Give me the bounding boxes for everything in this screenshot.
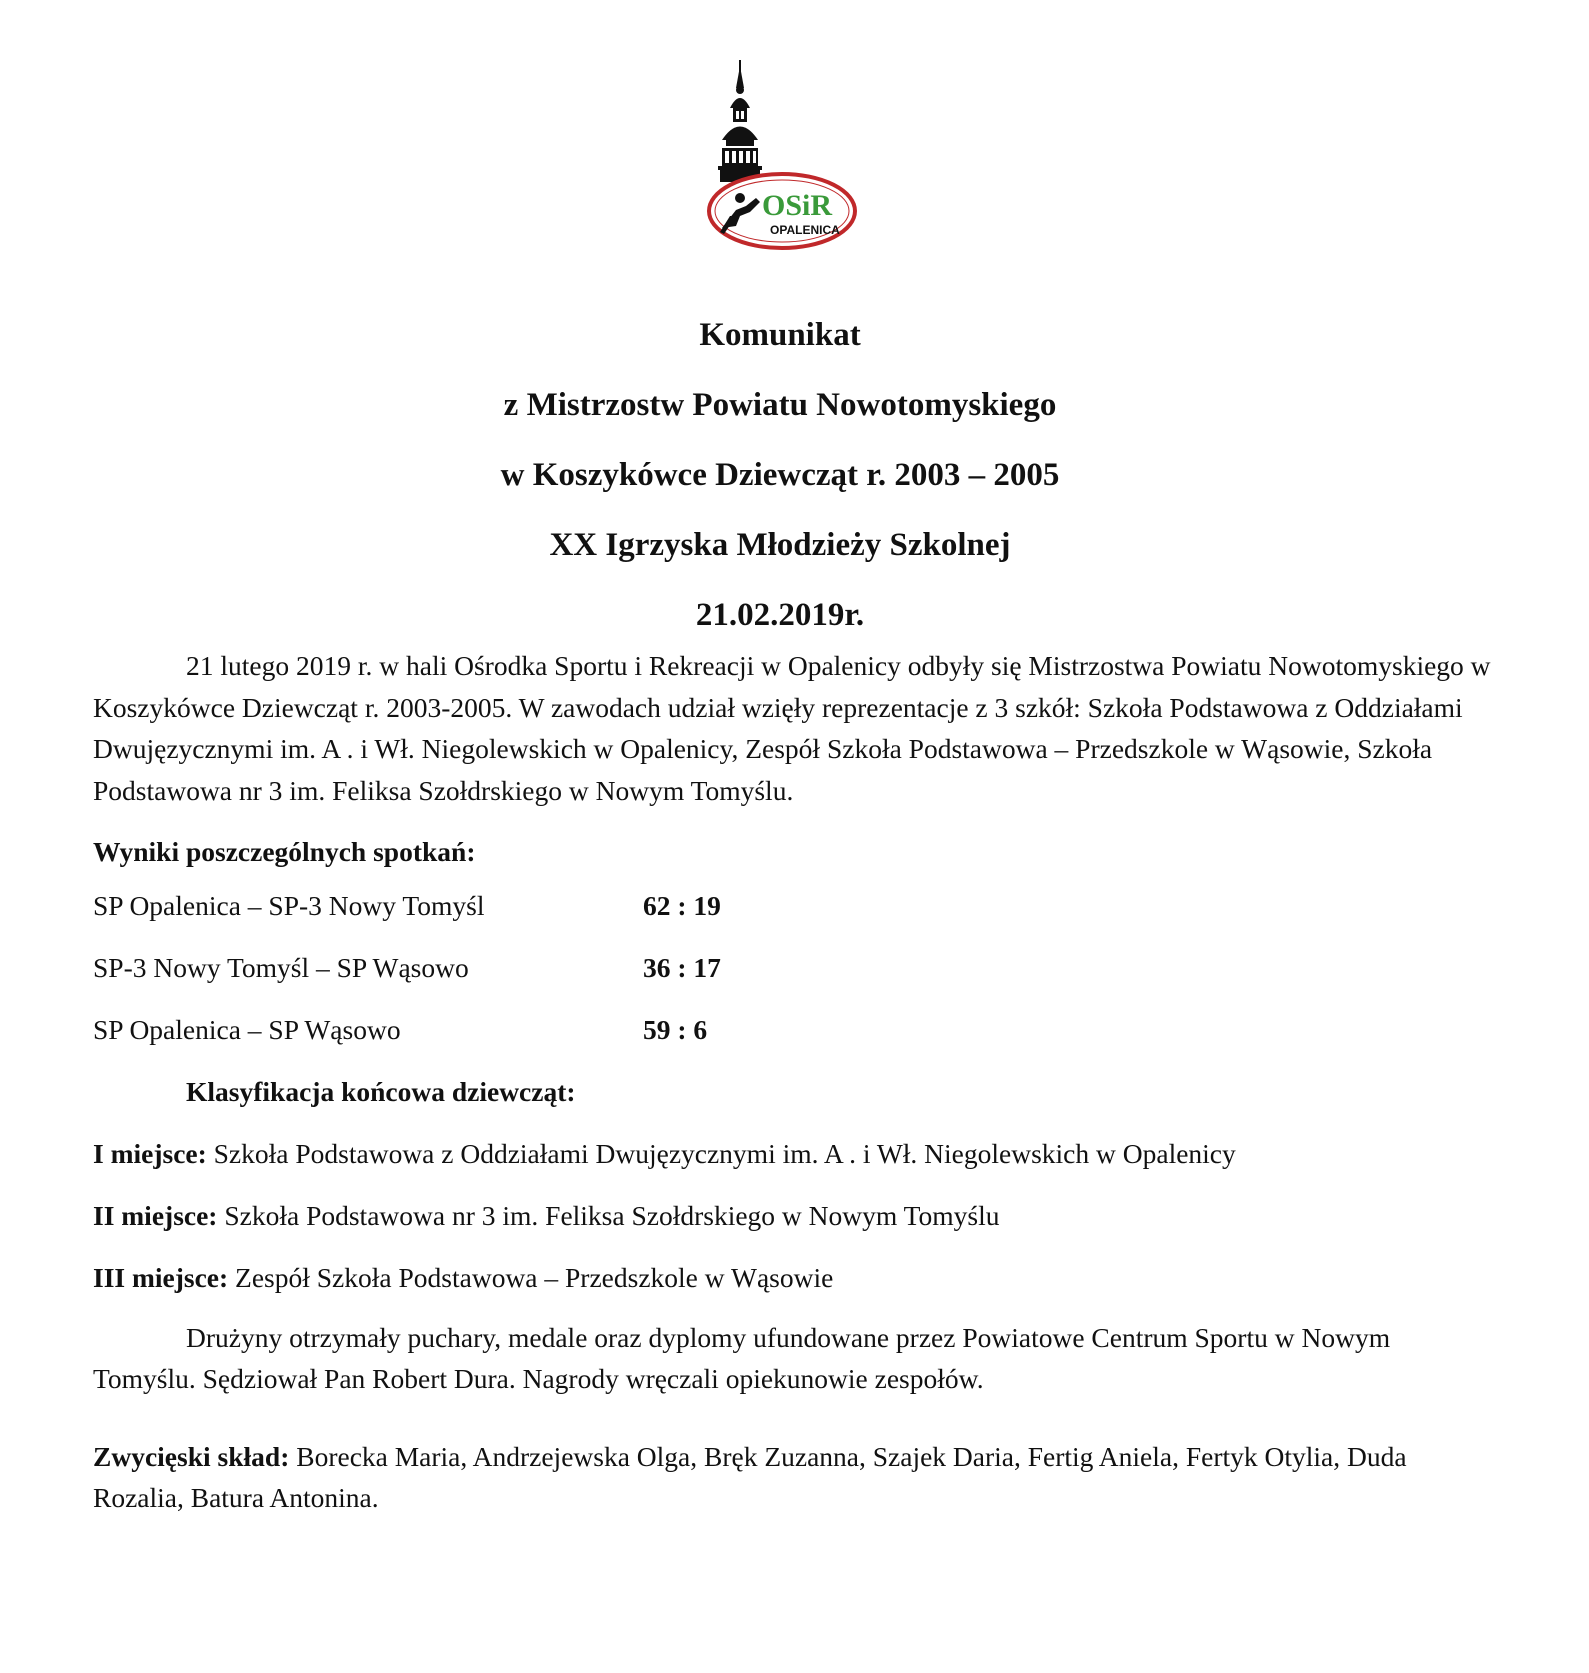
place-label: I miejsce:: [93, 1137, 207, 1169]
place-item: [93, 1247, 1493, 1309]
match-score: 59 : 6: [643, 1013, 708, 1045]
classification-heading: Klasyfikacja końcowa dziewcząt:: [186, 1075, 576, 1107]
match-teams: SP Opalenica – SP Wąsowo: [93, 1013, 401, 1045]
intro-paragraph: 21 lutego 2019 r. w hali Ośrodka Sportu i Rekreacji w Opalenicy odbyły się Mistrzostwa Powiatu Nowotomyskiego w Koszykówce Dziewcząt r. 2003-2005. W zawodach udział wzięły reprezentacje z 3 szkół: Szkoła Podstawowa z Oddziałami Dwujęzycznymi im. A . i Wł. Niegolewskich w Opalenicy, Zespół Szkoła Podstawowa – Przedszkole w Wąsowie, Szkoła Podstawowa nr 3 im. Feliksa Szołdrskiego w Nowym Tomyślu.: [93, 650, 1491, 806]
match-teams: SP-3 Nowy Tomyśl – SP Wąsowo: [93, 951, 469, 983]
title-line-2: z Mistrzostw Powiatu Nowotomyskiego: [503, 387, 1057, 423]
result-row: [93, 999, 1493, 1061]
result-row: [93, 937, 1493, 999]
results-list: [93, 875, 1493, 1061]
logo-brand-text: OSiR: [762, 189, 833, 222]
match-score: 62 : 19: [643, 889, 721, 921]
winners-names: Borecka Maria, Andrzejewska Olga, Bręk Zuzanna, Szajek Daria, Fertig Aniela, Fertyk Otylia, Duda Rozalia, Batura Antonina.: [93, 1440, 1407, 1513]
place-label: II miejsce:: [93, 1199, 218, 1231]
match-teams: SP Opalenica – SP-3 Nowy Tomyśl: [93, 889, 485, 921]
osir-logo: [700, 58, 860, 258]
place-school: Szkoła Podstawowa z Oddziałami Dwujęzycznymi im. A . i Wł. Niegolewskich w Opalenicy: [213, 1137, 1236, 1169]
place-item: [93, 1123, 1493, 1185]
place-school: Zespół Szkoła Podstawowa – Przedszkole w Wąsowie: [235, 1261, 834, 1293]
logo-subtitle: OPALENICA: [770, 223, 840, 237]
document-title: [0, 300, 1560, 650]
awards-paragraph: Drużyny otrzymały puchary, medale oraz dyplomy ufundowane przez Powiatowe Centrum Sportu w Nowym Tomyślu. Sędziował Pan Robert Dura. Nagrody wręczali opiekunowie zespołów.: [93, 1321, 1391, 1394]
tower-icon: [700, 58, 860, 258]
title-line-1: Komunikat: [699, 317, 861, 353]
result-row: [93, 875, 1493, 937]
place-item: [93, 1185, 1493, 1247]
winners-label: Zwycięski skład:: [93, 1440, 290, 1472]
classification-list: [93, 1123, 1493, 1309]
place-school: Szkoła Podstawowa nr 3 im. Feliksa Szołdrskiego w Nowym Tomyślu: [224, 1199, 1000, 1231]
title-line-4: XX Igrzyska Młodzieży Szkolnej: [549, 527, 1011, 563]
place-label: III miejsce:: [93, 1261, 229, 1293]
title-line-5: 21.02.2019r.: [695, 597, 865, 633]
document-body: [93, 645, 1493, 1519]
title-line-3: w Koszykówce Dziewcząt r. 2003 – 2005: [500, 457, 1060, 493]
results-heading: Wyniki poszczególnych spotkań:: [93, 836, 476, 867]
match-score: 36 : 17: [643, 951, 721, 983]
winners-paragraph: [93, 1436, 1493, 1519]
